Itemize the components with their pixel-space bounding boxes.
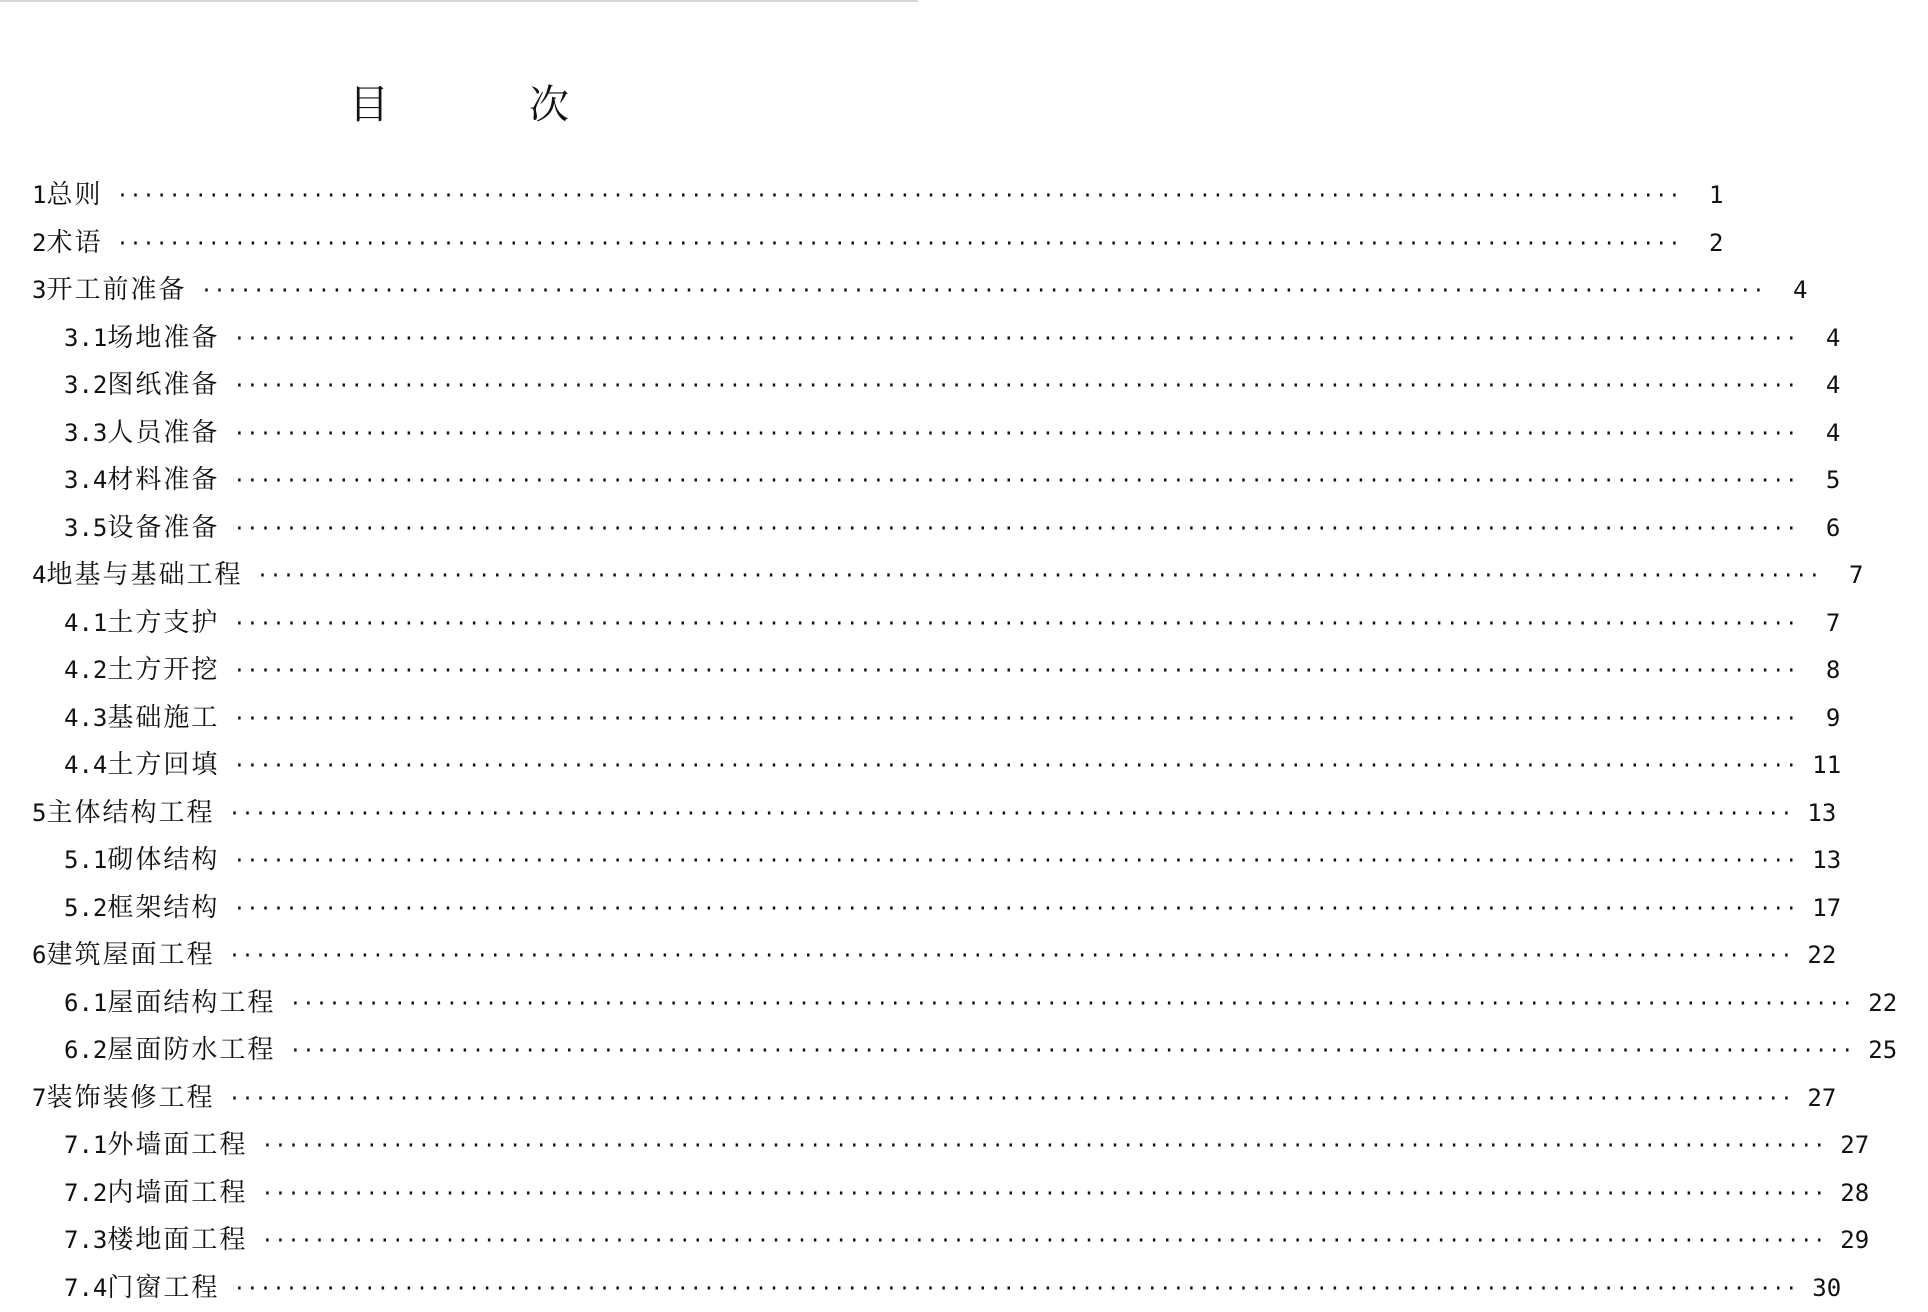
- toc-entry-title: 总则: [46, 172, 102, 220]
- toc-entry-page-number: 27: [1840, 1122, 1900, 1170]
- dot-leader: ························································································································: [228, 790, 1793, 838]
- toc-entry[interactable]: [0, 410, 918, 458]
- toc-entry[interactable]: [0, 885, 918, 933]
- toc-entry[interactable]: [0, 552, 918, 600]
- toc-entry-page-number: 11: [1812, 742, 1872, 790]
- toc-entry[interactable]: [0, 837, 918, 885]
- dot-leader: ························································································································: [116, 220, 1681, 268]
- toc-entry-page-number: 25: [1868, 1027, 1928, 1075]
- toc-entry-title: 开工前准备: [46, 267, 186, 315]
- toc-entry[interactable]: [0, 1265, 918, 1312]
- toc-entry-number: 4.2: [64, 647, 107, 695]
- toc-entry-page-number: 9: [1812, 695, 1872, 743]
- toc-entry[interactable]: [0, 1122, 918, 1170]
- toc-entry-page-number: 1: [1695, 172, 1755, 220]
- toc-entry-number: 6.2: [64, 1027, 107, 1075]
- toc-entry-number: 5: [32, 790, 46, 838]
- toc-entry-page-number: 2: [1695, 220, 1755, 268]
- toc-entry-number: 3: [32, 267, 46, 315]
- toc-entry-title: 土方回填: [107, 742, 219, 790]
- toc-entry[interactable]: [0, 1027, 918, 1075]
- toc-entry-number: 6.1: [64, 980, 107, 1028]
- toc-entry-number: 3.5: [64, 505, 107, 553]
- dot-leader: ························································································································: [200, 267, 1765, 315]
- toc-entry-title: 屋面结构工程: [107, 980, 275, 1028]
- toc-entry-page-number: 13: [1812, 837, 1872, 885]
- toc-entry[interactable]: [0, 932, 918, 980]
- toc-entry-title: 屋面防水工程: [107, 1027, 275, 1075]
- toc-entry-title: 内墙面工程: [107, 1170, 247, 1218]
- toc-entry[interactable]: [0, 457, 918, 505]
- toc-entry-page-number: 22: [1868, 980, 1928, 1028]
- toc-entry-page-number: 29: [1840, 1217, 1900, 1265]
- toc-entry[interactable]: [0, 980, 918, 1028]
- toc-entry-number: 2: [32, 220, 46, 268]
- dot-leader: ························································································································: [233, 362, 1798, 410]
- dot-leader: ························································································································: [256, 552, 1821, 600]
- toc-entry-title: 人员准备: [107, 410, 219, 458]
- toc-entry-number: 5.1: [64, 837, 107, 885]
- toc-entry-title: 建筑屋面工程: [46, 932, 214, 980]
- dot-leader: ························································································································: [116, 172, 1681, 220]
- toc-entry-title: 砌体结构: [107, 837, 219, 885]
- dot-leader: ························································································································: [228, 932, 1793, 980]
- toc-entry-page-number: 4: [1812, 315, 1872, 363]
- toc-entry-title: 术语: [46, 220, 102, 268]
- toc-entry-number: 4.3: [64, 695, 107, 743]
- toc-entry[interactable]: [0, 790, 918, 838]
- toc-entry[interactable]: [0, 1075, 918, 1123]
- dot-leader: ························································································································: [233, 600, 1798, 648]
- toc-entry-title: 门窗工程: [107, 1265, 219, 1312]
- toc-entry-page-number: 5: [1812, 457, 1872, 505]
- toc-entry-page-number: 7: [1835, 552, 1895, 600]
- dot-leader: ························································································································: [261, 1122, 1826, 1170]
- toc-entry-page-number: 8: [1812, 647, 1872, 695]
- toc-entry-page-number: 4: [1779, 267, 1839, 315]
- toc-entry-title: 基础施工: [107, 695, 219, 743]
- top-border-line: [0, 0, 918, 2]
- toc-entry-number: 3.1: [64, 315, 107, 363]
- toc-entry[interactable]: [0, 220, 918, 268]
- dot-leader: ························································································································: [233, 410, 1798, 458]
- toc-entry[interactable]: [0, 267, 918, 315]
- toc-entry-number: 3.3: [64, 410, 107, 458]
- dot-leader: ························································································································: [233, 647, 1798, 695]
- dot-leader: ························································································································: [233, 885, 1798, 933]
- toc-entry-page-number: 22: [1807, 932, 1867, 980]
- dot-leader: ························································································································: [261, 1170, 1826, 1218]
- toc-entry-number: 4: [32, 552, 46, 600]
- toc-entry-number: 3.2: [64, 362, 107, 410]
- toc-entry-title: 场地准备: [107, 315, 219, 363]
- toc-entry-title: 外墙面工程: [107, 1122, 247, 1170]
- toc-entry-number: 7.2: [64, 1170, 107, 1218]
- toc-entry-page-number: 6: [1812, 505, 1872, 553]
- toc-entry-page-number: 28: [1840, 1170, 1900, 1218]
- toc-entry-number: 7.1: [64, 1122, 107, 1170]
- toc-entry-page-number: 4: [1812, 410, 1872, 458]
- toc-entry-number: 5.2: [64, 885, 107, 933]
- toc-entry-number: 6: [32, 932, 46, 980]
- toc-entry[interactable]: [0, 362, 918, 410]
- toc-entry-page-number: 27: [1807, 1075, 1867, 1123]
- toc-entry-number: 1: [32, 172, 46, 220]
- toc-entry[interactable]: [0, 1170, 918, 1218]
- toc-entry-page-number: 7: [1812, 600, 1872, 648]
- toc-entry-title: 土方支护: [107, 600, 219, 648]
- dot-leader: ························································································································: [233, 505, 1798, 553]
- toc-entry-page-number: 4: [1812, 362, 1872, 410]
- toc-entry[interactable]: [0, 600, 918, 648]
- toc-entry-title: 框架结构: [107, 885, 219, 933]
- toc-entry[interactable]: [0, 505, 918, 553]
- toc-entry[interactable]: [0, 1217, 918, 1265]
- toc-entry[interactable]: [0, 172, 918, 220]
- toc-entry[interactable]: [0, 695, 918, 743]
- toc-entry-title: 地基与基础工程: [46, 552, 242, 600]
- toc-entry-number: 7.4: [64, 1265, 107, 1312]
- toc-entry-title: 图纸准备: [107, 362, 219, 410]
- toc-entry-title: 主体结构工程: [46, 790, 214, 838]
- dot-leader: ························································································································: [289, 1027, 1854, 1075]
- toc-entry-title: 土方开挖: [107, 647, 219, 695]
- toc-entry-number: 4.4: [64, 742, 107, 790]
- toc-entry-title: 楼地面工程: [107, 1217, 247, 1265]
- toc-entry-number: 7: [32, 1075, 46, 1123]
- table-of-contents: [0, 172, 918, 1312]
- dot-leader: ························································································································: [233, 695, 1798, 743]
- toc-entry-title: 装饰装修工程: [46, 1075, 214, 1123]
- toc-entry-title: 材料准备: [107, 457, 219, 505]
- dot-leader: ························································································································: [233, 315, 1798, 363]
- toc-entry[interactable]: [0, 647, 918, 695]
- toc-entry-page-number: 13: [1807, 790, 1867, 838]
- dot-leader: ························································································································: [233, 1265, 1798, 1312]
- dot-leader: ························································································································: [228, 1075, 1793, 1123]
- page-title: 目 次: [0, 77, 918, 133]
- dot-leader: ························································································································: [289, 980, 1854, 1028]
- dot-leader: ························································································································: [261, 1217, 1826, 1265]
- toc-entry-page-number: 30: [1812, 1265, 1872, 1312]
- toc-entry-number: 7.3: [64, 1217, 107, 1265]
- toc-entry-number: 3.4: [64, 457, 107, 505]
- dot-leader: ························································································································: [233, 742, 1798, 790]
- toc-entry[interactable]: [0, 742, 918, 790]
- toc-entry-number: 4.1: [64, 600, 107, 648]
- toc-entry-page-number: 17: [1812, 885, 1872, 933]
- dot-leader: ························································································································: [233, 837, 1798, 885]
- toc-entry[interactable]: [0, 315, 918, 363]
- toc-entry-title: 设备准备: [107, 505, 219, 553]
- dot-leader: ························································································································: [233, 457, 1798, 505]
